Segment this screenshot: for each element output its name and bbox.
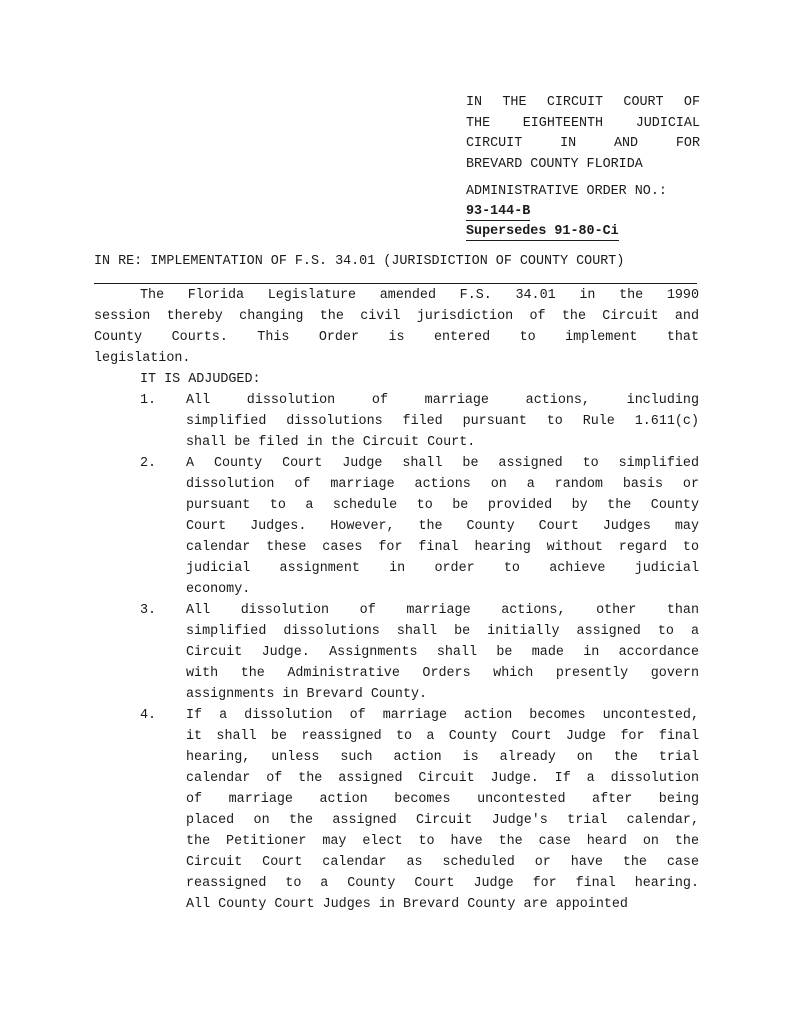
item-line: the Petitioner may elect to have the case heard on the [186,834,699,849]
order-number: 93-144-B [466,204,531,219]
item-line: shall be filed in the Circuit Court. [186,435,476,450]
intro-line: The Florida Legislature amended F.S. 34.01 in the 1990 [140,288,699,303]
item-number: 1. [140,393,157,408]
item-line: economy. [186,582,251,597]
item-line: calendar of the assigned Circuit Judge. If a dissolution [186,771,699,786]
item-line: pursuant to a schedule to be provided by the County [186,498,699,513]
administrative-order-block [466,182,706,242]
item-line: judicial assignment in order to achieve judicial [186,561,699,576]
item-line: dissolution of marriage actions on a random basis or [186,477,699,492]
intro-line: session thereby changing the civil jurisdiction of the Circuit and [94,309,699,324]
caption-line: CIRCUIT IN AND FOR [466,136,700,151]
item-line: assignments in Brevard County. [186,687,428,702]
court-caption [466,93,700,175]
order-body [94,285,699,915]
intro-line: County Courts. This Order is entered to implement that [94,330,699,345]
item-line: Court Judges. However, the County Court Judges may [186,519,699,534]
item-line: reassigned to a County Court Judge for final hearing. [186,876,699,891]
ordered-item-3 [94,600,699,705]
item-line: simplified dissolutions shall be initially assigned to a [186,624,699,639]
ordered-item-4 [94,705,699,915]
ordered-item-2 [94,453,699,600]
item-line: Circuit Judge. Assignments shall be made in accordance [186,645,699,660]
item-line: hearing, unless such action is already on the trial [186,750,699,765]
item-line: of marriage action becomes uncontested after being [186,792,699,807]
item-line: simplified dissolutions filed pursuant to Rule 1.611(c) [186,414,699,429]
item-line: All dissolution of marriage actions, including [186,393,699,408]
supersedes-note: Supersedes 91-80-Ci [466,224,619,239]
in-re-heading: IN RE: IMPLEMENTATION OF F.S. 34.01 (JURISDICTION OF COUNTY COURT) [94,254,625,269]
adjudged-heading: IT IS ADJUDGED: [140,372,261,387]
ordered-item-1 [94,390,699,453]
item-line: All dissolution of marriage actions, other than [186,603,699,618]
order-label: ADMINISTRATIVE ORDER NO.: [466,184,667,199]
intro-line: legislation. [94,351,191,366]
item-line: All County Court Judges in Brevard County are appointed [186,897,628,912]
item-number: 3. [140,603,157,618]
item-line: placed on the assigned Circuit Judge's trial calendar, [186,813,699,828]
item-line: If a dissolution of marriage action becomes uncontested, [186,708,699,723]
item-line: with the Administrative Orders which presently govern [186,666,699,681]
caption-line: BREVARD COUNTY FLORIDA [466,156,643,172]
item-line: calendar these cases for final hearing without regard to [186,540,699,555]
heading-divider [94,283,697,284]
item-line: Circuit Court calendar as scheduled or have the case [186,855,699,870]
item-number: 2. [140,456,157,471]
caption-line: IN THE CIRCUIT COURT OF [466,95,700,110]
intro-paragraph [94,285,699,369]
caption-line: THE EIGHTEENTH JUDICIAL [466,115,700,131]
item-line: it shall be reassigned to a County Court Judge for final [186,729,699,744]
item-number: 4. [140,708,157,723]
item-line: A County Court Judge shall be assigned to simplified [186,456,699,471]
